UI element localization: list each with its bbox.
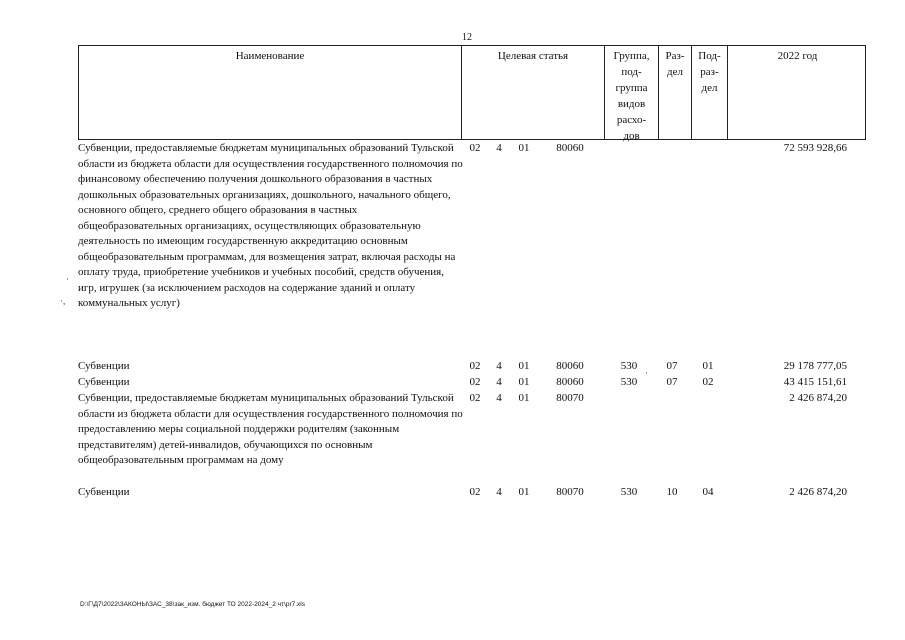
target-code-2: 4 — [496, 376, 502, 388]
row-name: Субвенции, предоставляемые бюджетам муниципальных образований Тульской области из бюджета области для осуществления государственного полномочия по предоставлению меры социальной поддержки родителям (законным представителям) детей-инвалидов, обучающихся по основным общеобразовательным программам на дому — [78, 392, 463, 466]
target-code-3: 01 — [518, 142, 530, 154]
header-target-cell — [462, 46, 605, 139]
header-group: Группа, под- группа видов расхо- дов — [613, 50, 650, 142]
header-section-cell — [659, 46, 692, 139]
amount: 29 178 777,05 — [783, 360, 847, 372]
target-code-2: 4 — [496, 360, 502, 372]
target-code-3: 01 — [518, 360, 530, 372]
target-code-1: 02 — [469, 486, 481, 498]
subsection-code: 02 — [702, 376, 714, 388]
target-code-2: 4 — [496, 392, 502, 404]
amount: 72 593 928,66 — [783, 142, 847, 154]
header-subsection: Под- раз- дел — [698, 50, 721, 94]
amount: 2 426 874,20 — [789, 486, 847, 498]
amount: 43 415 151,61 — [783, 376, 847, 388]
row-name: Субвенции, предоставляемые бюджетам муниципальных образований Тульской области из бюджета области для осуществления государственного полномочия по финансовому обеспечению получения дошкольного образования в частных дошкольных образовательных организациях, дошкольного, начального общего, основного общего, среднего общего образования в частных общеобразовательных организациях, осуществляющих образовательную деятельность по имеющим государственную аккредитацию основным общеобразовательным программам, для возмещения затрат, включая расходы на оплату труда, приобретение учебников и учебных пособий, средств обучения, игр, игрушек (за исключением расходов на содержание зданий и оплату коммунальных услуг) — [78, 142, 463, 309]
scan-speck: · — [645, 368, 648, 378]
target-code-4: 80060 — [556, 376, 584, 388]
table-header — [78, 45, 866, 140]
target-code-3: 01 — [518, 376, 530, 388]
target-code-1: 02 — [469, 142, 481, 154]
target-code-3: 01 — [518, 486, 530, 498]
target-code-3: 01 — [518, 392, 530, 404]
subsection-code: 01 — [702, 360, 714, 372]
target-code-2: 4 — [496, 486, 502, 498]
row-name: Субвенции — [78, 360, 130, 372]
amount: 2 426 874,20 — [789, 392, 847, 404]
section-code: 10 — [666, 486, 678, 498]
subsection-code: 04 — [702, 486, 714, 498]
page-number: 12 — [462, 32, 472, 43]
scan-speck: ·, — [60, 296, 66, 306]
section-code: 07 — [666, 360, 678, 372]
target-code-4: 80070 — [556, 486, 584, 498]
header-subsection-cell — [692, 46, 728, 139]
header-name: Наименование — [235, 50, 305, 62]
target-code-2: 4 — [496, 142, 502, 154]
row-name: Субвенции — [78, 486, 130, 498]
scan-speck: · — [66, 274, 69, 284]
target-code-1: 02 — [469, 376, 481, 388]
target-code-1: 02 — [469, 392, 481, 404]
group-code: 530 — [620, 486, 638, 498]
header-name-cell — [79, 46, 462, 139]
group-code: 530 — [620, 360, 638, 372]
target-code-4: 80070 — [556, 392, 584, 404]
target-code-4: 80060 — [556, 142, 584, 154]
target-code-1: 02 — [469, 360, 481, 372]
header-target: Целевая статья — [497, 50, 569, 62]
target-code-4: 80060 — [556, 360, 584, 372]
group-code: 530 — [620, 376, 638, 388]
header-section: Раз- дел — [665, 50, 685, 78]
row-name: Субвенции — [78, 376, 130, 388]
header-group-cell — [605, 46, 659, 142]
section-code: 07 — [666, 376, 678, 388]
header-year-cell — [728, 46, 867, 139]
footer-file-path: D:\Г\Д7\2022\ЗАКОНЫ\ЗАС_38\зак_изм. бюджет ТО 2022-2024_2 чт\pr7.xls — [80, 601, 305, 608]
header-year: 2022 год — [777, 50, 818, 62]
